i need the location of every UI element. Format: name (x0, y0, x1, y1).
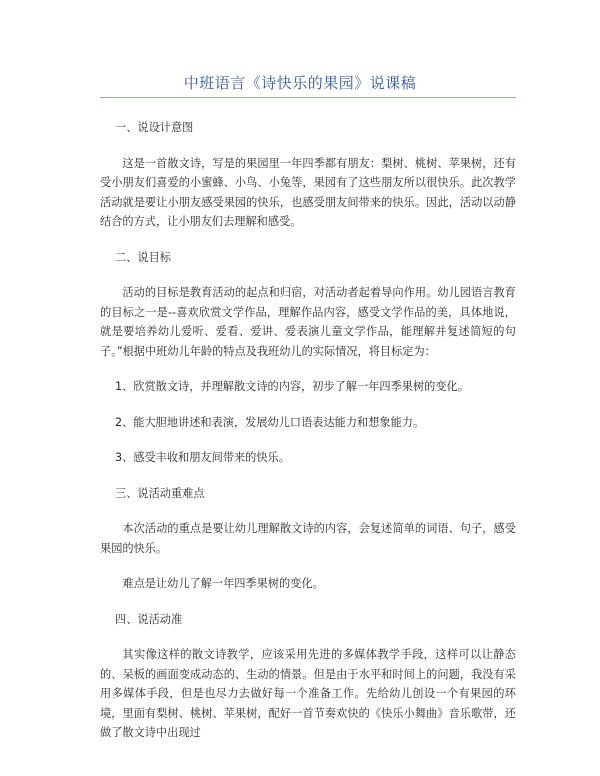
section-heading: 三、说活动重难点 (115, 486, 205, 500)
section-heading: 一、说设计意图 (115, 121, 194, 134)
section-heading: 二、说目标 (115, 250, 171, 264)
document-title: 中班语言《诗快乐的果园》说课稿 (183, 74, 417, 92)
paragraph: 活动的目标是教育活动的起点和归宿，对活动者起着导向作用。幼儿园语言教育的目标之一是--喜欢欣赏文学作品，理解作品内容，感受文学作品的美，具体地说，就是要培养幼儿爱听、爱看、爱讲、爱表演儿童文学作品，能理解并复述简短的句子。”根据中班幼儿年龄的特点及我班幼儿的实际情况，将目标定为： (100, 286, 516, 358)
list-item: 1、欣赏散文诗，并理解散文诗的内容，初步了解一年四季果树的变化。 (115, 380, 469, 393)
paragraph: 其实像这样的散文诗教学，应该采用先进的多媒体教学手段，这样可以让静态的、呆板的画面变成动态的、生动的情景。但是由于水平和时间上的问题，我没有采用多媒体手段，但是也尽力去做好每一个准备工作。先给幼儿创设一个有果园的环境，里面有梨树、桃树、苹果树，配好一首节奏欢快的《快乐小舞曲》音乐歌带，还做了散文诗中出现过 (100, 648, 516, 739)
title-underline (100, 97, 516, 98)
paragraph: 本次活动的重点是要让幼儿理解散文诗的内容，会复述简单的词语、句子，感受果园的快乐。 (100, 522, 516, 555)
list-item: 2、能大胆地讲述和表演，发展幼儿口语表达能力和想象能力。 (115, 415, 425, 429)
list-item: 3、感受丰收和朋友间带来的快乐。 (115, 451, 290, 464)
section-heading: 四、说活动准 (115, 612, 183, 626)
paragraph: 这是一首散文诗，写是的果园里一年四季都有朋友：梨树、桃树、苹果树，还有受小朋友们喜爱的小蜜蜂、小鸟、小兔等，果园有了这些朋友所以很快乐。此次教学活动就是要让小朋友感受果园的快乐，也感受朋友间带来的快乐。因此，活动以动静结合的方式，让小朋友们去理解和感受。 (100, 156, 516, 228)
paragraph: 难点是让幼儿了解一年四季果树的变化。 (122, 577, 324, 590)
document-body (100, 118, 516, 759)
